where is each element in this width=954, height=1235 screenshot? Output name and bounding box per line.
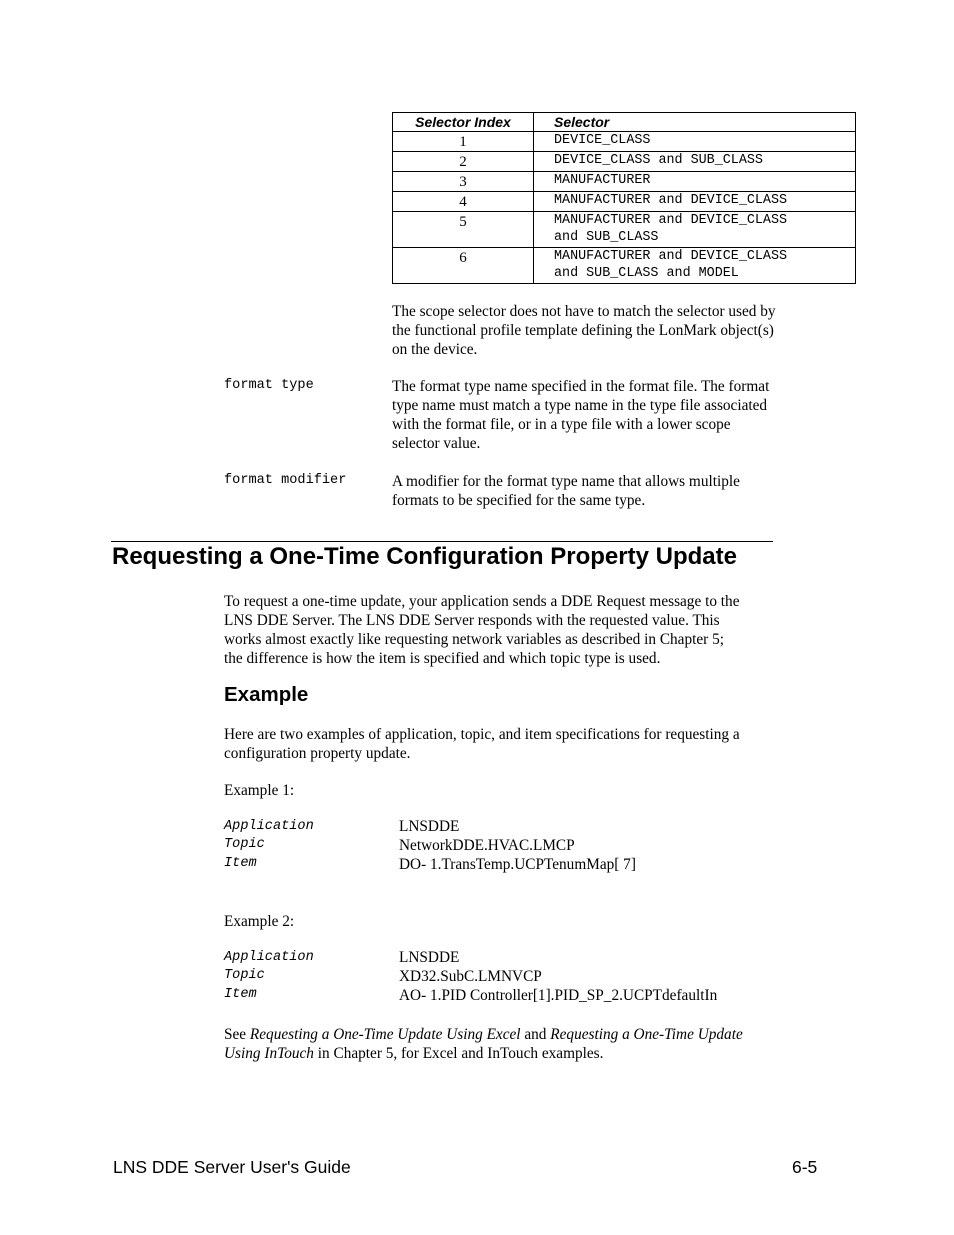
table-cell-index: 4 (393, 192, 534, 212)
text-line: A modifier for the format type name that allows multiple (392, 473, 740, 490)
text-line: LNS DDE Server. The LNS DDE Server responds with the requested value. This (224, 612, 720, 629)
table-row (393, 212, 856, 248)
example-2-item-label: Item (224, 987, 257, 1002)
definition-format-modifier (392, 472, 740, 510)
text-line: the difference is how the item is specified and which topic type is used. (224, 650, 661, 667)
text-line: To request a one-time update, your application sends a DDE Request message to the (224, 593, 740, 610)
see-also-tail: in Chapter 5, for Excel and InTouch examples. (313, 1045, 604, 1062)
see-also-paragraph (224, 1025, 844, 1063)
example-1-item-label: Item (224, 856, 257, 871)
example-1-label: Example 1: (224, 782, 295, 799)
example-1-application-label: Application (224, 819, 314, 834)
table-cell-selector: DEVICE_CLASS (534, 132, 856, 152)
section-intro (224, 592, 739, 668)
header-selector: Selector (534, 113, 856, 132)
table-cell-index: 1 (393, 132, 534, 152)
table-cell-selector: MANUFACTURER and DEVICE_CLASS and SUB_CLASS and MODEL (534, 248, 856, 284)
text-line: formats to be specified for the same type. (392, 492, 646, 509)
example-1-application-value: LNSDDE (399, 818, 460, 835)
example-1-topic-label: Topic (224, 837, 265, 852)
reference-intouch-part1: Requesting a One-Time Update (550, 1026, 743, 1043)
text-line: the functional profile template defining the LonMark object(s) (392, 322, 774, 339)
example-2-application-value: LNSDDE (399, 949, 460, 966)
table-cell-selector: DEVICE_CLASS and SUB_CLASS (534, 152, 856, 172)
table-cell-index: 2 (393, 152, 534, 172)
text-line: The scope selector does not have to match the selector used by (392, 303, 776, 320)
text-line: configuration property update. (224, 745, 411, 762)
selector-table (392, 112, 856, 284)
table-cell-index: 5 (393, 212, 534, 248)
text-line: type name must match a type name in the type file associated (392, 397, 768, 414)
reference-excel: Requesting a One-Time Update Using Excel (249, 1026, 521, 1043)
example-2-topic-value: XD32.SubC.LMNVCP (399, 968, 542, 985)
term-format-type: format type (224, 378, 314, 393)
table-header-row (393, 113, 856, 132)
example-1-topic-value: NetworkDDE.HVAC.LMCP (399, 837, 575, 854)
example-2-label: Example 2: (224, 913, 295, 930)
term-format-modifier: format modifier (224, 473, 347, 488)
text-line: works almost exactly like requesting network variables as described in Chapter 5; (224, 631, 724, 648)
table-row (393, 248, 856, 284)
example-intro (224, 725, 740, 763)
text-line: on the device. (392, 341, 478, 358)
example-2-application-label: Application (224, 950, 314, 965)
definition-format-type (392, 377, 769, 453)
table-cell-selector: MANUFACTURER (534, 172, 856, 192)
example-1-item-value: DO- 1.TransTemp.UCPTenumMap[ 7] (399, 856, 636, 873)
table-row (393, 152, 856, 172)
header-selector-index: Selector Index (393, 113, 534, 132)
example-2-topic-label: Topic (224, 968, 265, 983)
text-line: The format type name specified in the format file. The format (392, 378, 770, 395)
table-cell-selector: MANUFACTURER and DEVICE_CLASS and SUB_CLASS (534, 212, 856, 248)
text-line: with the format file, or in a type file with a lower scope (392, 416, 731, 433)
table-cell-index: 6 (393, 248, 534, 284)
reference-intouch-part2: Using InTouch (224, 1045, 314, 1062)
text-line: Here are two examples of application, topic, and item specifications for requesting a (224, 726, 740, 743)
and-text: and (520, 1026, 551, 1043)
table-row (393, 132, 856, 152)
text-line: selector value. (392, 435, 481, 452)
see-text: See (224, 1026, 250, 1043)
table-cell-index: 3 (393, 172, 534, 192)
example-2-item-value: AO- 1.PID Controller[1].PID_SP_2.UCPTdefaultIn (399, 987, 718, 1004)
table-cell-selector: MANUFACTURER and DEVICE_CLASS (534, 192, 856, 212)
table-row (393, 192, 856, 212)
section-title: Requesting a One-Time Configuration Property Update (112, 543, 737, 570)
footer-title: LNS DDE Server User's Guide (113, 1157, 351, 1177)
footer-page-number: 6-5 (792, 1157, 818, 1177)
example-heading: Example (224, 683, 309, 706)
table-row (393, 172, 856, 192)
scope-note (392, 302, 776, 359)
